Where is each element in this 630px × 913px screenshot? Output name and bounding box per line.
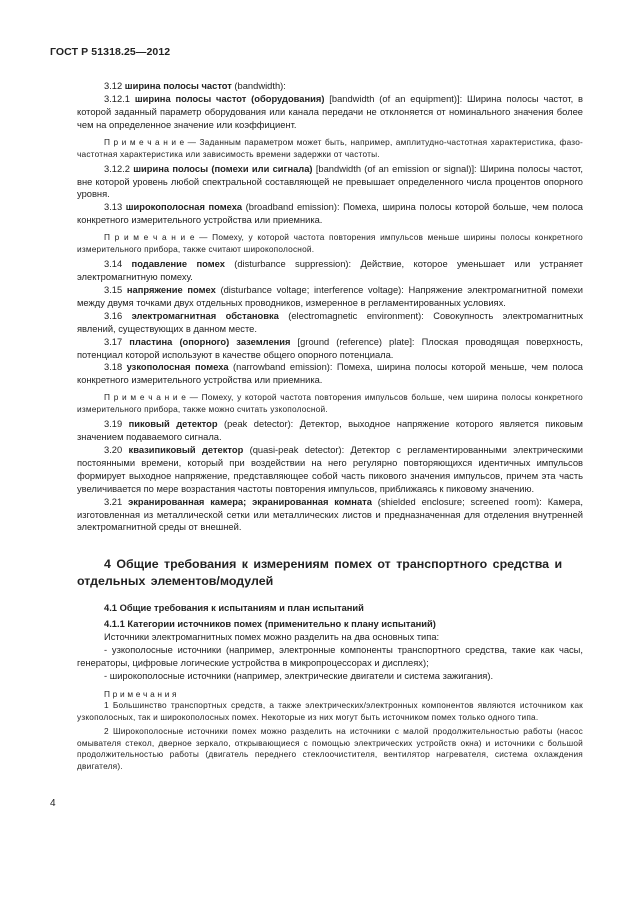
section-4-intro: Источники электромагнитных помех можно разделить на два основных типа: (104, 632, 440, 643)
subsection-4-1-heading: 4.1 Общие требования к испытаниям и план испытаний (104, 603, 364, 614)
notes-label: П р и м е ч а н и я (104, 688, 177, 699)
clause-number: 3.15 (104, 284, 127, 295)
clause-text: (broadband emission): Помеха, ширина полосы которой больше, чем полоса конкретного измерительного устройства или приемника. (77, 202, 583, 226)
subsection-4-1-1-heading: 4.1.1 Категории источников помех (применительно к плану испытаний) (104, 619, 436, 630)
clause-text: (narrowband emission): Помеха, ширина полосы которой меньше, чем полоса конкретного измерительного устройства или приемника. (77, 362, 584, 386)
note-text: — Помеху, у которой частота повторения импульсов больше, чем ширина полосы конкретного измерительного прибора, также можно считать узкополосной. (77, 392, 583, 415)
clause-3-21 (77, 496, 583, 535)
list-item: - узкополосные источники (например, электронные компоненты транспортного средства, такие как часы, генераторы, цифровые логические устройства в микропроцессорах и дисплеях); (77, 645, 583, 668)
clause-3-19 (77, 418, 583, 444)
clause-3-18 (77, 361, 583, 387)
clause-3-13 (77, 201, 583, 227)
clause-text: (shielded enclosure; screened room): Камера, изготовленная из металлической сетки или металлических листов и предназначенная для отделения внутренней электромагнитной среды от внешней. (77, 496, 583, 533)
clause-number: 3.13 (104, 202, 126, 213)
clause-term: широкополосная помеха (125, 202, 243, 213)
clause-3-14 (77, 258, 583, 284)
clause-text: (electromagnetic environment): Совокупность электромагнитных явлений, существующих в данном месте. (77, 310, 583, 334)
clause-term: подавление помех (131, 259, 225, 270)
clause-number: 3.17 (104, 336, 130, 347)
clause-term: напряжение помех (126, 284, 216, 295)
clause-number: 3.19 (104, 419, 129, 430)
clause-text: [ground (reference) plate]: Плоская проводящая поверхность, потенциал которой используют в качестве общего опорного потенциала. (77, 336, 583, 360)
section-4-heading: 4 Общие требования к измерениям помех от транспортного средства и отдельных элементов/модулей (77, 557, 563, 589)
note-text: — Помеху, у которой частота повторения импульсов меньше ширины полосы конкретного измерительного прибора, также считают широкополосной. (77, 232, 583, 255)
clause-3-16 (77, 310, 583, 336)
clause-text: [bandwidth (of an emission or signal)]: Ширина полосы частот, вне которой уровень любой спектральной составляющей не превышает определенного числа процентов опорного уровня. (77, 163, 583, 200)
clause-number: 3.20 (104, 445, 129, 456)
page-number: 4 (50, 798, 56, 809)
clause-term: ширина полосы частот (124, 81, 232, 91)
note-label: П р и м е ч а н и е (104, 232, 195, 243)
clause-number: 3.21 (104, 496, 129, 507)
clause-text: (bandwidth): (231, 81, 286, 91)
document-body (77, 80, 583, 772)
clause-text: (disturbance suppression): Действие, которое уменьшает или устраняет электромагнитную помеху. (77, 259, 583, 283)
clause-term: ширина полосы частот (оборудования) (134, 93, 325, 104)
clause-text: (peak detector): Детектор, выходное напряжение которого является пиковым значением подаваемого сигнала. (77, 419, 583, 443)
clause-term: квазипиковый детектор (128, 445, 244, 456)
clause-number: 3.16 (104, 310, 132, 321)
clause-text: (disturbance voltage; interference voltage): Напряжение электромагнитной помехи между двумя точками двух отдельных проводников, измеренное в регламентированных условиях. (77, 284, 583, 308)
note-2 (77, 231, 583, 255)
note-text: — Заданным параметром может быть, например, амплитудно-частотная характеристика, фазо-частотная характеристика или зависимость времени задержки от частоты. (77, 136, 583, 159)
document-header: ГОСТ Р 51318.25—2012 (50, 46, 171, 58)
clause-number: 3.12.2 (104, 163, 134, 174)
clause-number: 3.18 (104, 362, 127, 373)
note-item: 1 Большинство транспортных средств, а также электрических/электронных компонентов являются источником как узкополосных, так и широкополосных помех. Некоторые из них могут быть источником помех только одного типа. (77, 700, 583, 722)
clause-term: электромагнитная обстановка (131, 310, 279, 321)
clause-term: пластина (опорного) заземления (129, 336, 291, 347)
note-item: 2 Широкополосные источники помех можно разделить на источники с малой продолжительностью работы (насос омывателя стекол, дверное зеркало, открывающиеся с помощью электрических устройств окна) и источники с большой продолжительностью работы (двигатель переднего стеклоочистителя, вентилятор нагревателя, система охлаждения двигателя). (77, 726, 583, 771)
clause-number: 3.12.1 (104, 93, 135, 104)
note-1 (77, 136, 583, 160)
clause-3-20 (77, 444, 583, 496)
clause-number: 3.14 (104, 259, 132, 270)
notes-block (77, 689, 583, 773)
list-item: - широкополосные источники (например, электрические двигатели и система зажигания). (104, 670, 494, 681)
note-label: П р и м е ч а н и е (104, 136, 185, 147)
clause-term: ширина полосы (помехи или сигнала) (133, 163, 313, 174)
clause-3-12-2 (77, 163, 583, 202)
clause-text: (quasi-peak detector): Детектор с регламентированными электрическими постоянными времени, который при воздействии на него регулярно повторяющихся идентичных импульсов формирует выходное напряжение, представляющее собой часть пикового значения импульсов, причем эта часть увеличивается по мере возрастания частоты повторения импульсов, приближаясь к пиковому значению. (77, 445, 583, 494)
note-label: П р и м е ч а н и е (104, 392, 187, 403)
clause-term: экранированная камера; экранированная комната (128, 496, 372, 507)
note-3 (77, 391, 583, 415)
clause-3-17 (77, 336, 583, 362)
clause-term: узкополосная помеха (126, 362, 229, 373)
clause-3-12 (77, 80, 583, 93)
clause-term: пиковый детектор (128, 419, 218, 430)
clause-3-12-1 (77, 93, 583, 132)
clause-text: [bandwidth (of an equipment)]: Ширина полосы частот, в которой заданный параметр оборудования или канала передачи не отклоняется от номинального значения более чем на определенное значение или коэффициент. (77, 93, 584, 130)
clause-number: 3.12 (104, 81, 125, 91)
clause-3-15 (77, 284, 583, 310)
